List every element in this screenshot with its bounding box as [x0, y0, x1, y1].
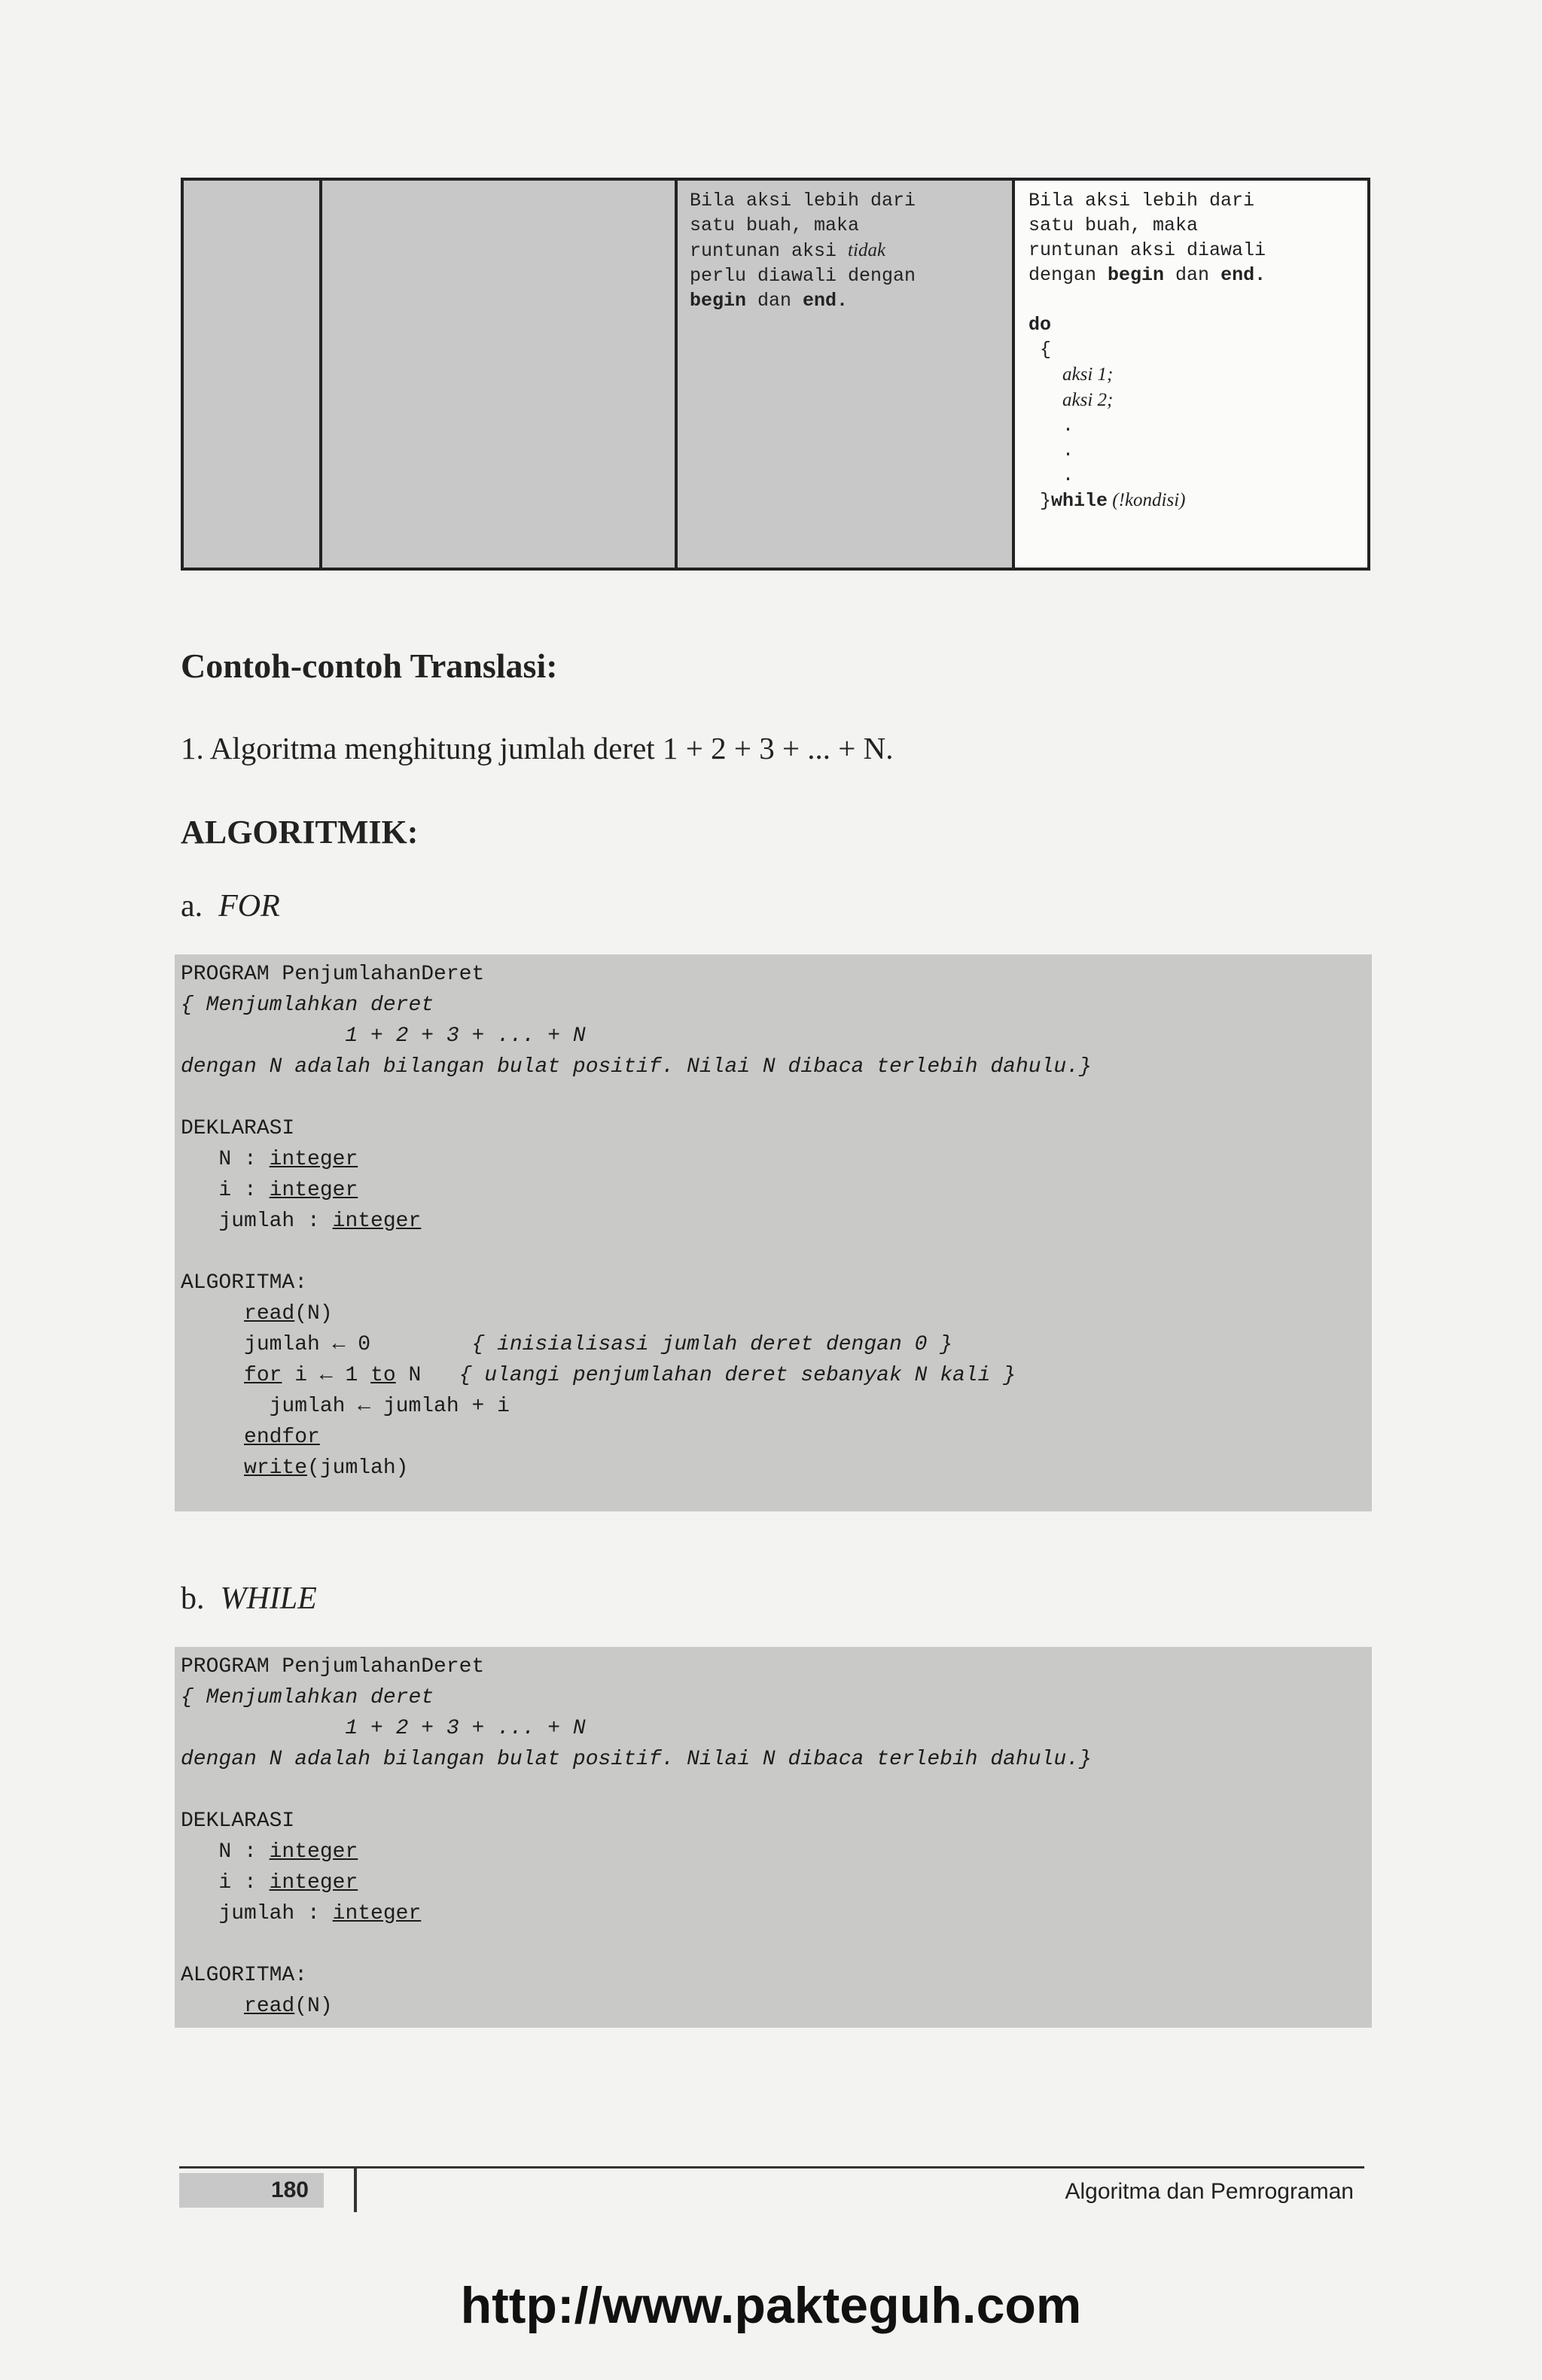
- code-comment: { Menjumlahkan deret: [181, 1686, 434, 1709]
- code-comment: dengan N adalah bilangan bulat positif. Nilai N dibaca terlebih dahulu.}: [181, 1055, 1092, 1079]
- code-comment: { inisialisasi jumlah deret dengan 0 }: [471, 1333, 952, 1356]
- cell-text: satu buah, maka: [1029, 215, 1199, 236]
- keyword-begin: begin: [690, 290, 747, 312]
- code-block-while: [175, 1647, 1372, 2028]
- code-line: (N): [294, 1995, 333, 2018]
- cell-text: perlu diawali dengan: [690, 265, 916, 287]
- footer-divider: [354, 2168, 357, 2212]
- code-keyword: endfor: [244, 1426, 320, 1449]
- watermark-url[interactable]: http://www.pakteguh.com: [460, 2277, 1082, 2334]
- cell-text: dan: [1164, 264, 1221, 286]
- code-line: PROGRAM PenjumlahanDeret: [181, 963, 485, 986]
- table-col-4: [1015, 181, 1367, 568]
- algoritmik-heading: ALGORITMIK:: [181, 814, 419, 851]
- code-comment: 1 + 2 + 3 + ... + N: [181, 1024, 586, 1048]
- code-line: jumlah :: [181, 1902, 333, 1925]
- keyword-begin: begin: [1108, 264, 1165, 286]
- code-comment: dengan N adalah bilangan bulat positif. Nilai N dibaca terlebih dahulu.}: [181, 1748, 1092, 1771]
- page-footer: [179, 2166, 1364, 2206]
- keyword-end: end.: [1220, 264, 1266, 286]
- sub-label: FOR: [218, 889, 280, 924]
- cell-text: satu buah, maka: [690, 215, 860, 236]
- code-keyword: integer: [269, 1148, 358, 1171]
- code-line: jumlah ← 0: [181, 1333, 472, 1356]
- cell-text: runtunan aksi diawali: [1029, 239, 1266, 261]
- code-line: N :: [181, 1148, 270, 1171]
- code-keyword: to: [370, 1364, 396, 1387]
- code-line: ALGORITMA:: [181, 1271, 308, 1295]
- code-keyword: integer: [332, 1902, 422, 1925]
- code-keyword: read: [244, 1302, 295, 1325]
- aksi-1: aksi 1;: [1062, 364, 1114, 385]
- brace-open: {: [1040, 339, 1052, 361]
- table-col-3: [678, 181, 1015, 568]
- code-indent: [181, 1456, 244, 1480]
- sub-letter: b.: [181, 1581, 205, 1616]
- list-item-1: 1. Algoritma menghitung jumlah deret 1 + 2 + 3 + ... + N.: [181, 731, 894, 765]
- code-line: N: [395, 1364, 459, 1387]
- cell-text-italic: tidak: [848, 240, 886, 260]
- page-number: 180: [179, 2173, 324, 2208]
- ellipsis-dot: .: [1062, 415, 1074, 437]
- cell-text: Bila aksi lebih dari: [1029, 190, 1255, 212]
- condition: (!kondisi): [1108, 490, 1186, 510]
- code-keyword: integer: [269, 1179, 358, 1202]
- keyword-end: end.: [803, 290, 849, 312]
- code-keyword: for: [244, 1364, 282, 1387]
- code-indent: [181, 1995, 244, 2018]
- code-comment: { Menjumlahkan deret: [181, 994, 434, 1017]
- code-line: (jumlah): [307, 1456, 409, 1480]
- code-indent: [181, 1302, 244, 1325]
- ellipsis-dot: .: [1062, 440, 1074, 461]
- cell-text: dan: [746, 290, 803, 312]
- cell-text: dengan: [1029, 264, 1108, 286]
- code-comment: 1 + 2 + 3 + ... + N: [181, 1717, 586, 1740]
- ellipsis-dot: .: [1062, 464, 1074, 486]
- code-keyword: write: [244, 1456, 308, 1480]
- cell-text: Bila aksi lebih dari: [690, 190, 916, 212]
- table-col-1: [184, 181, 322, 568]
- subheading-while: [181, 1581, 317, 1617]
- code-line: PROGRAM PenjumlahanDeret: [181, 1655, 485, 1678]
- code-indent: [181, 1426, 244, 1449]
- code-line: ALGORITMA:: [181, 1964, 308, 1987]
- code-keyword: integer: [269, 1871, 358, 1895]
- code-comment: { ulangi penjumlahan deret sebanyak N kali }: [459, 1364, 1016, 1387]
- code-keyword: read: [244, 1995, 295, 2018]
- brace-close: }: [1040, 490, 1052, 512]
- code-line: DEKLARASI: [181, 1117, 295, 1140]
- code-line: i :: [181, 1871, 270, 1895]
- code-line: jumlah ← jumlah + i: [181, 1395, 510, 1418]
- code-line: N :: [181, 1840, 270, 1864]
- keyword-do: do: [1029, 314, 1052, 336]
- book-title: Algoritma dan Pemrograman: [1065, 2179, 1354, 2204]
- keyword-while: while: [1051, 490, 1108, 512]
- code-line: (N): [294, 1302, 333, 1325]
- comparison-table: [181, 178, 1370, 571]
- code-block-for: [175, 954, 1372, 1511]
- section-heading: Contoh-contoh Translasi:: [181, 647, 558, 685]
- code-line: jumlah :: [181, 1210, 333, 1233]
- subheading-for: [181, 888, 280, 924]
- code-line: DEKLARASI: [181, 1809, 295, 1833]
- cell-text: runtunan aksi: [690, 240, 849, 262]
- code-line: i :: [181, 1179, 270, 1202]
- table-col-2: [322, 181, 678, 568]
- sub-label: WHILE: [220, 1581, 317, 1616]
- code-line: i ← 1: [282, 1364, 371, 1387]
- sub-letter: a.: [181, 889, 203, 924]
- code-indent: [181, 1364, 244, 1387]
- code-keyword: integer: [332, 1210, 422, 1233]
- aksi-2: aksi 2;: [1062, 390, 1114, 410]
- code-keyword: integer: [269, 1840, 358, 1864]
